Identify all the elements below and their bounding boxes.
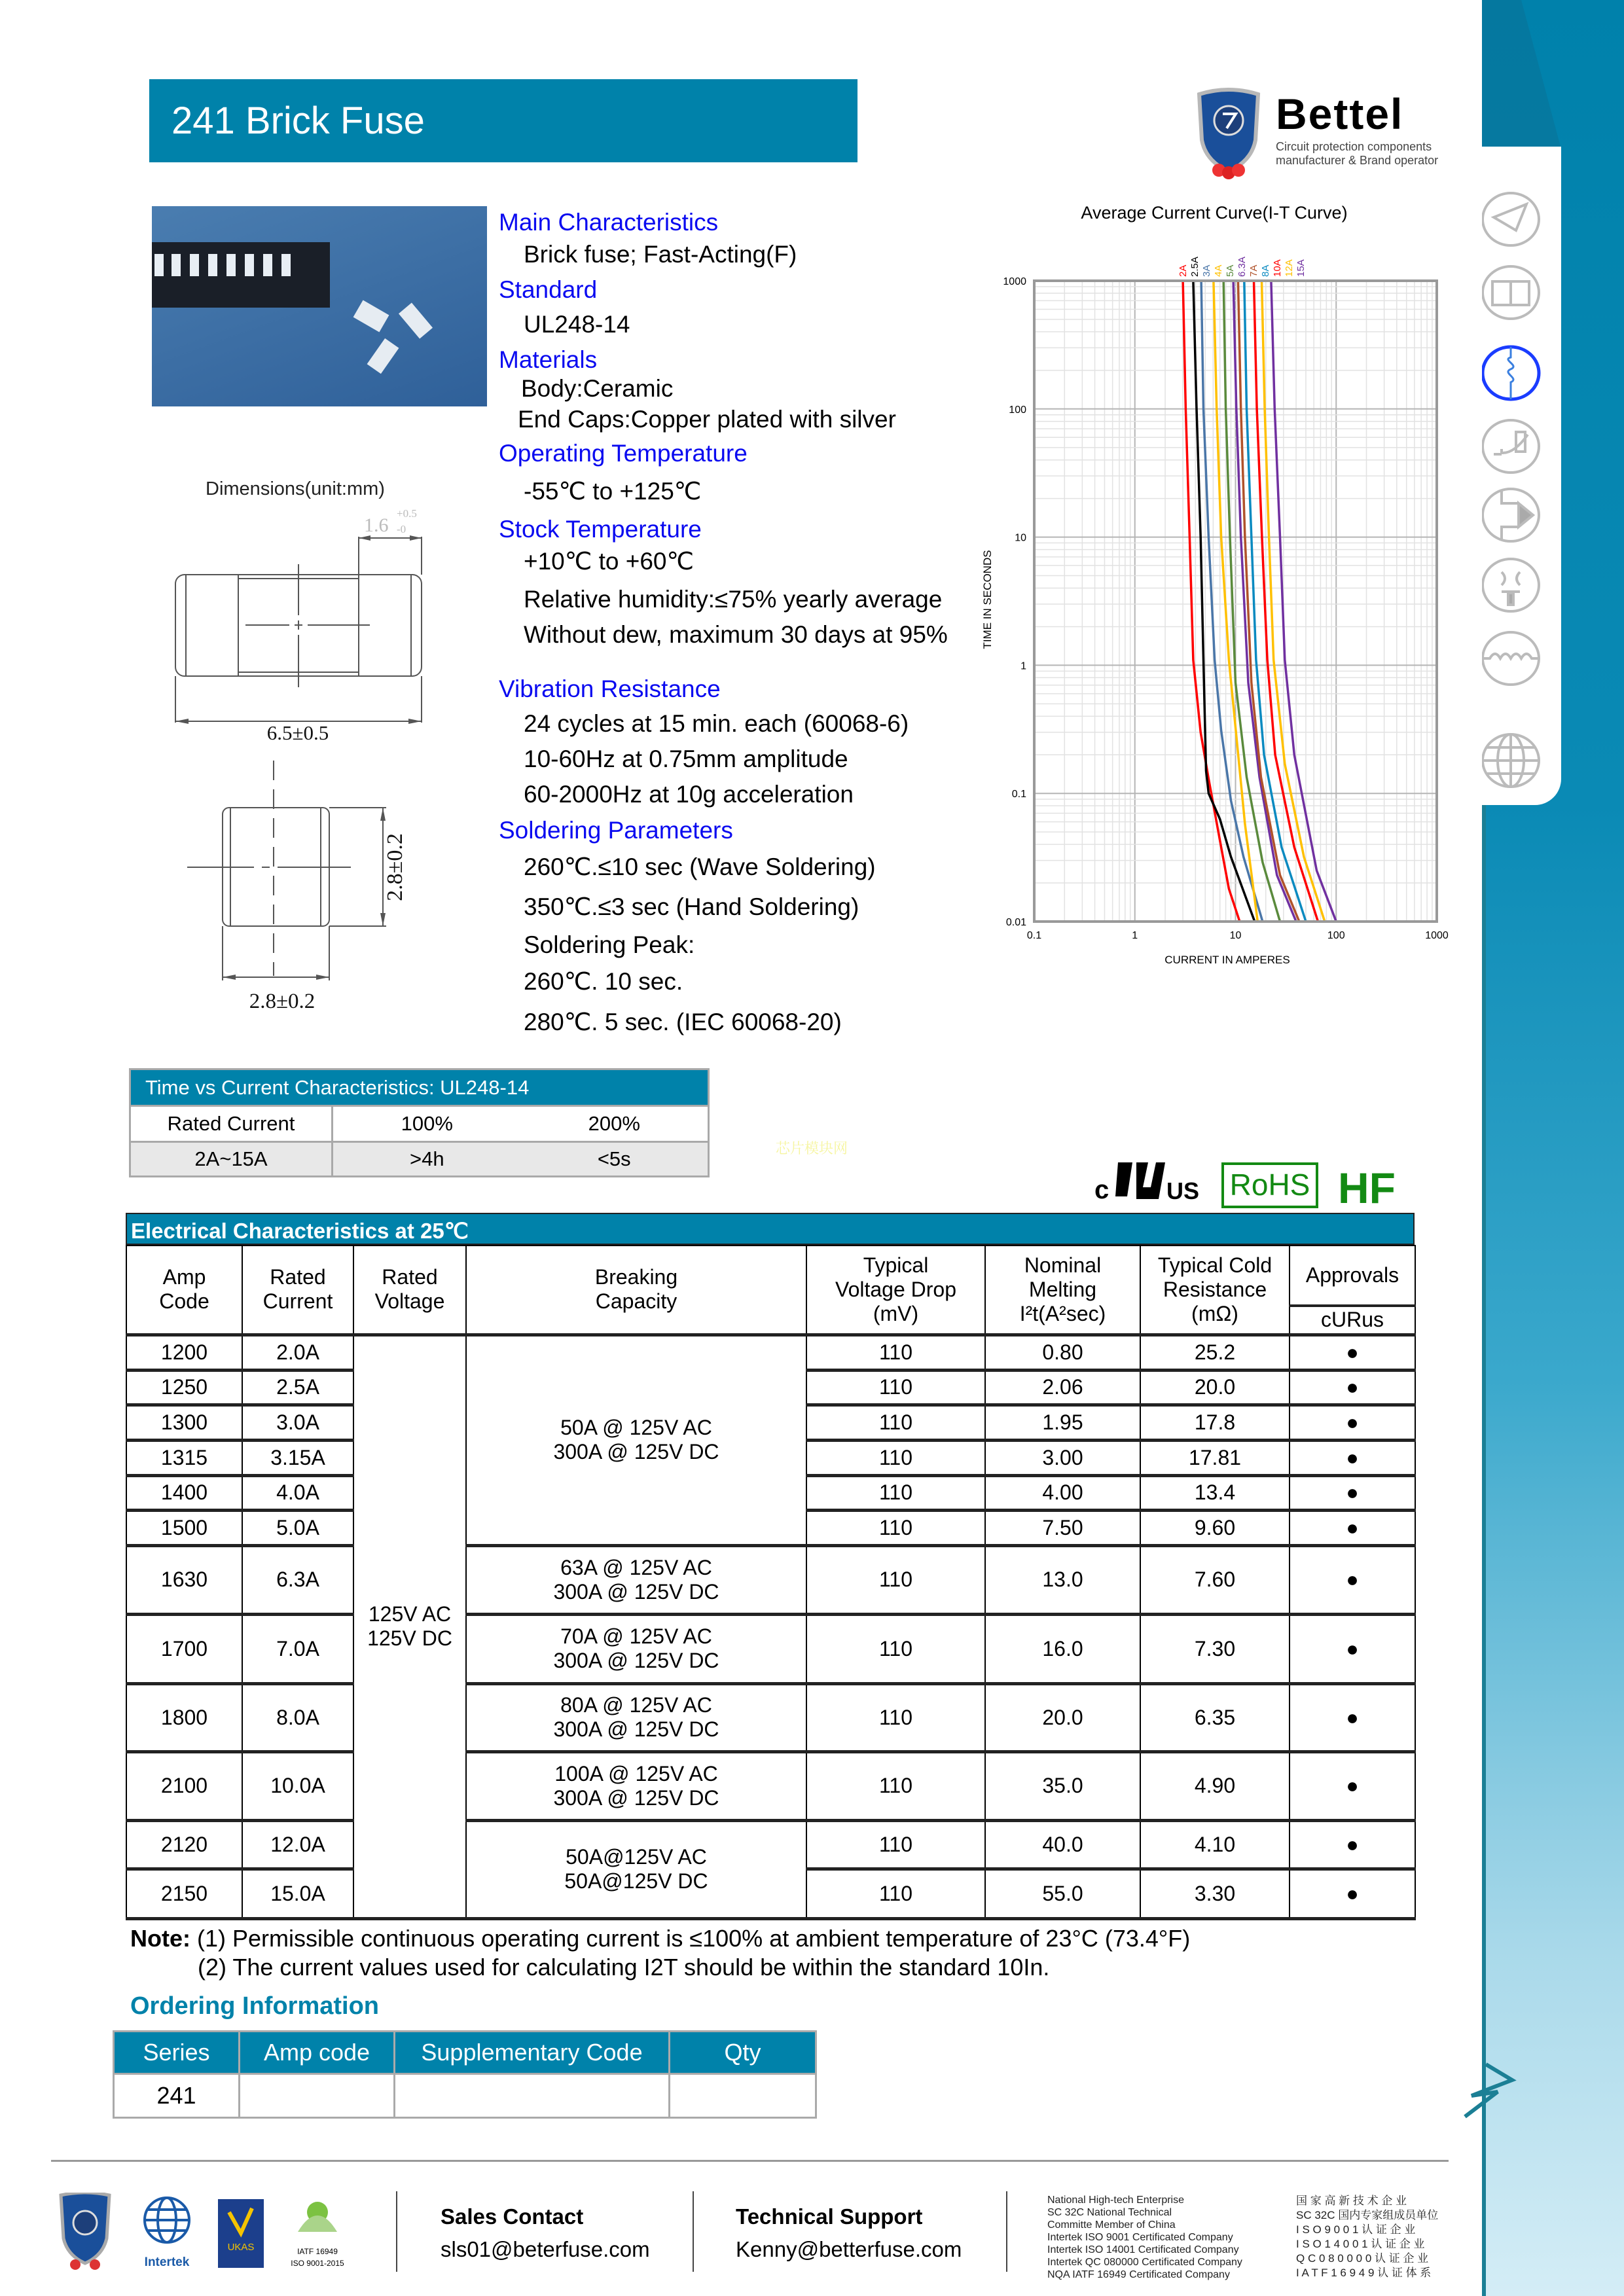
spec-end-caps: End Caps:Copper plated with silver bbox=[518, 406, 896, 433]
header-rated-voltage: Rated Voltage bbox=[353, 1246, 466, 1335]
y-tick-label: 0.01 bbox=[1005, 917, 1026, 928]
pencil-icon[interactable] bbox=[1483, 193, 1539, 245]
rohs-badge: RoHS bbox=[1221, 1162, 1318, 1208]
approval-mark: ● bbox=[1290, 1751, 1415, 1820]
y-axis-label: TIME IN SECONDS bbox=[981, 550, 994, 649]
rated-current: 2.5A bbox=[242, 1370, 353, 1405]
iso-text: ISO 9001-2015 bbox=[291, 2259, 344, 2268]
spec-body: Body:Ceramic bbox=[521, 375, 674, 402]
amp-code: 1315 bbox=[126, 1440, 242, 1475]
x-tick-label: 10 bbox=[1229, 930, 1242, 941]
amp-code: 1800 bbox=[126, 1683, 242, 1751]
note-line-1 bbox=[130, 1926, 1190, 1952]
melting-i2t: 16.0 bbox=[985, 1614, 1140, 1683]
curve-label: 15A bbox=[1295, 259, 1307, 277]
curve-label: 10A bbox=[1272, 259, 1284, 277]
rated-current: 7.0A bbox=[242, 1614, 353, 1683]
book-icon[interactable] bbox=[1483, 266, 1539, 319]
amp-code: 2100 bbox=[126, 1751, 242, 1820]
footer-cert-logos bbox=[56, 2193, 363, 2274]
curve-label: 5A bbox=[1225, 264, 1236, 277]
order-header-amp: Amp code bbox=[240, 2032, 395, 2074]
cold-resistance: 3.30 bbox=[1140, 1869, 1290, 1918]
rated-current: 8.0A bbox=[242, 1683, 353, 1751]
header-curus: cURus bbox=[1290, 1306, 1415, 1335]
header-vdrop: Typical Voltage Drop (mV) bbox=[806, 1246, 985, 1335]
watermark: 芯片模块网 bbox=[776, 1140, 848, 1157]
approval-mark: ● bbox=[1290, 1405, 1415, 1440]
voltage-drop: 110 bbox=[806, 1510, 985, 1545]
order-qty[interactable] bbox=[670, 2074, 816, 2118]
amp-code: 1700 bbox=[126, 1614, 242, 1683]
note-2: (2) The current values used for calculating I2T should be within the standard 10In. bbox=[198, 1954, 1050, 1981]
x-tick-label: 1 bbox=[1132, 930, 1138, 941]
curve-label: 8A bbox=[1260, 264, 1272, 277]
spec-soldering-3: Soldering Peak: bbox=[524, 931, 695, 958]
melting-i2t: 20.0 bbox=[985, 1683, 1140, 1751]
rated-current: 4.0A bbox=[242, 1475, 353, 1510]
y-tick-label: 100 bbox=[1009, 404, 1026, 416]
cold-resistance: 4.90 bbox=[1140, 1751, 1290, 1820]
chart-curves bbox=[1183, 281, 1336, 922]
lightning-icon bbox=[1460, 2062, 1525, 2121]
cold-resistance: 25.2 bbox=[1140, 1335, 1290, 1370]
cert-line: I S O 9 0 0 1 认 证 企 业 bbox=[1296, 2223, 1416, 2236]
rated-current: 3.0A bbox=[242, 1405, 353, 1440]
y-tick-label: 10 bbox=[1015, 532, 1026, 544]
intertek-globe-icon bbox=[145, 2198, 189, 2242]
curve-label: 12A bbox=[1284, 259, 1295, 277]
y-tick-label: 0.1 bbox=[1011, 789, 1026, 800]
spec-vibration-3: 60-2000Hz at 10g acceleration bbox=[524, 781, 854, 808]
curve-label: 7A bbox=[1248, 264, 1260, 277]
cert-list-en bbox=[1047, 2194, 1242, 2281]
header-amp-code: Amp Code bbox=[126, 1246, 242, 1335]
ul-logo-icon bbox=[1110, 1158, 1166, 1204]
voltage-drop: 110 bbox=[806, 1405, 985, 1440]
cold-resistance: 17.8 bbox=[1140, 1405, 1290, 1440]
amp-code: 1250 bbox=[126, 1370, 242, 1405]
spec-vibration-1: 24 cycles at 15 min. each (60068-6) bbox=[524, 710, 909, 737]
spec-standard: UL248-14 bbox=[524, 311, 630, 338]
rated-current: 5.0A bbox=[242, 1510, 353, 1545]
melting-i2t: 0.80 bbox=[985, 1335, 1140, 1370]
cert-line: Q C 0 8 0 0 0 0 认 证 企 业 bbox=[1296, 2252, 1429, 2265]
band-shade bbox=[1482, 0, 1624, 151]
melting-i2t: 3.00 bbox=[985, 1440, 1140, 1475]
order-supp-code[interactable] bbox=[395, 2074, 670, 2118]
voltage-drop: 110 bbox=[806, 1370, 985, 1405]
height-label: 2.8±0.2 bbox=[383, 833, 407, 901]
brand-logo bbox=[1193, 88, 1468, 179]
heading-soldering: Soldering Parameters bbox=[499, 817, 733, 844]
thermistor-icon[interactable] bbox=[1483, 420, 1539, 473]
time-current-title: Time vs Current Characteristics: UL248-14 bbox=[130, 1069, 709, 1106]
brand-name: Bettel bbox=[1276, 90, 1404, 138]
header-approvals: Approvals bbox=[1290, 1246, 1415, 1306]
breaking-capacity: 80A @ 125V AC 300A @ 125V DC bbox=[466, 1683, 806, 1751]
cert-line: SC 32C National Technical bbox=[1047, 2207, 1172, 2218]
rated-current: 6.3A bbox=[242, 1545, 353, 1614]
certification-marks bbox=[1094, 1156, 1396, 1212]
cert-line: I A T F 1 6 9 4 9 认 证 体 系 bbox=[1296, 2267, 1432, 2279]
amp-code: 2120 bbox=[126, 1820, 242, 1869]
heading-materials: Materials bbox=[499, 346, 598, 373]
cap-tol-minus: -0 bbox=[397, 523, 406, 535]
spec-stock-temp: +10℃ to +60℃ bbox=[524, 548, 695, 575]
approval-mark: ● bbox=[1290, 1820, 1415, 1869]
time-current-table bbox=[129, 1068, 710, 1177]
chart-title: Average Current Curve(I-T Curve) bbox=[1081, 203, 1348, 223]
x-tick-label: 100 bbox=[1327, 930, 1345, 941]
page-title: 241 Brick Fuse bbox=[171, 99, 425, 142]
electrical-title: Electrical Characteristics at 25℃ bbox=[131, 1219, 469, 1243]
cert-line: Intertek QC 080000 Certificated Company bbox=[1047, 2257, 1242, 2268]
cold-resistance: 17.81 bbox=[1140, 1440, 1290, 1475]
cap-tol-plus: +0.5 bbox=[397, 507, 417, 520]
melting-i2t: 7.50 bbox=[985, 1510, 1140, 1545]
ordering-title: Ordering Information bbox=[130, 1992, 379, 2020]
rated-current: 12.0A bbox=[242, 1820, 353, 1869]
table-row bbox=[126, 1820, 1415, 1869]
heading-stock-temp: Stock Temperature bbox=[499, 516, 702, 543]
footer-separator bbox=[396, 2191, 397, 2272]
table-row bbox=[126, 1751, 1415, 1820]
ul-c-mark: c bbox=[1094, 1175, 1110, 1204]
cold-resistance: 7.60 bbox=[1140, 1545, 1290, 1614]
melting-i2t: 55.0 bbox=[985, 1869, 1140, 1918]
voltage-drop: 110 bbox=[806, 1440, 985, 1475]
amp-code: 1630 bbox=[126, 1545, 242, 1614]
approval-mark: ● bbox=[1290, 1440, 1415, 1475]
breaking-capacity: 70A @ 125V AC 300A @ 125V DC bbox=[466, 1614, 806, 1683]
order-amp-code[interactable] bbox=[240, 2074, 395, 2118]
spec-soldering-5: 280℃. 5 sec. (IEC 60068-20) bbox=[524, 1009, 842, 1035]
wave-icon[interactable] bbox=[1483, 632, 1539, 685]
tech-support-label: Technical Support bbox=[736, 2204, 923, 2229]
intertek-text: Intertek bbox=[144, 2255, 190, 2269]
cert-line: 国 家 高 新 技 术 企 业 bbox=[1296, 2195, 1407, 2207]
voltage-drop: 110 bbox=[806, 1751, 985, 1820]
x-tick-label: 1000 bbox=[1425, 930, 1449, 941]
y-tick-label: 1 bbox=[1020, 660, 1026, 672]
curve-label: 4A bbox=[1213, 264, 1225, 277]
cert-line: National High-tech Enterprise bbox=[1047, 2195, 1184, 2206]
order-header-qty: Qty bbox=[670, 2032, 816, 2074]
order-series: 241 bbox=[114, 2074, 240, 2118]
amp-code: 1500 bbox=[126, 1510, 242, 1545]
header-resistance: Typical Cold Resistance (mΩ) bbox=[1140, 1246, 1290, 1335]
heading-vibration: Vibration Resistance bbox=[499, 675, 721, 702]
spec-vibration-2: 10-60Hz at 0.75mm amplitude bbox=[524, 745, 848, 772]
tc-rated-range: 2A~15A bbox=[130, 1142, 333, 1177]
iatf-text: IATF 16949 bbox=[297, 2247, 338, 2256]
table-row bbox=[126, 1545, 1415, 1614]
header-i2t: Nominal Melting I²t(A²sec) bbox=[985, 1246, 1140, 1335]
voltage-drop: 110 bbox=[806, 1614, 985, 1683]
amp-code: 2150 bbox=[126, 1869, 242, 1918]
approval-mark: ● bbox=[1290, 1869, 1415, 1918]
approval-mark: ● bbox=[1290, 1370, 1415, 1405]
tc-100-value: >4h bbox=[333, 1142, 521, 1177]
melting-i2t: 1.95 bbox=[985, 1405, 1140, 1440]
melting-i2t: 35.0 bbox=[985, 1751, 1140, 1820]
curve-label: 3A bbox=[1201, 264, 1213, 277]
table-row bbox=[126, 1614, 1415, 1683]
tc-header-200: 200% bbox=[521, 1106, 709, 1142]
note-label: Note: bbox=[130, 1925, 190, 1952]
bettel-shield-icon bbox=[61, 2193, 109, 2270]
electrical-table bbox=[126, 1245, 1416, 1920]
x-tick-label: 0.1 bbox=[1026, 930, 1042, 941]
lamp-icon[interactable] bbox=[1483, 559, 1539, 611]
header-rated-current: Rated Current bbox=[242, 1246, 353, 1335]
support-email-link[interactable]: Kenny@betterfuse.com bbox=[736, 2237, 962, 2261]
cold-resistance: 13.4 bbox=[1140, 1475, 1290, 1510]
rated-current: 10.0A bbox=[242, 1751, 353, 1820]
curve-label: 6.3A bbox=[1236, 257, 1248, 277]
table-row bbox=[126, 1683, 1415, 1751]
melting-i2t: 4.00 bbox=[985, 1475, 1140, 1510]
approval-mark: ● bbox=[1290, 1335, 1415, 1370]
spec-soldering-1: 260℃.≤10 sec (Wave Soldering) bbox=[524, 853, 876, 880]
cert-line: NQA IATF 16949 Certificated Company bbox=[1047, 2269, 1230, 2280]
cert-line: SC 32C 国内专家组成员单位 bbox=[1296, 2209, 1439, 2221]
breaking-capacity: 100A @ 125V AC 300A @ 125V DC bbox=[466, 1751, 806, 1820]
shield-logo-icon bbox=[1193, 88, 1265, 179]
melting-i2t: 13.0 bbox=[985, 1545, 1140, 1614]
globe-icon[interactable] bbox=[1483, 734, 1539, 787]
sales-contact-label: Sales Contact bbox=[441, 2204, 584, 2229]
melting-i2t: 2.06 bbox=[985, 1370, 1140, 1405]
approval-mark: ● bbox=[1290, 1614, 1415, 1683]
cert-line: Committe Member of China bbox=[1047, 2219, 1176, 2231]
spec-humidity: Relative humidity:≤75% yearly average bbox=[524, 586, 943, 613]
brand-tagline-2: manufacturer & Brand operator bbox=[1276, 154, 1439, 167]
electrical-title-bar bbox=[126, 1213, 1415, 1245]
width-label: 2.8±0.2 bbox=[249, 990, 316, 1013]
footer-divider bbox=[51, 2160, 1449, 2162]
rated-current: 15.0A bbox=[242, 1869, 353, 1918]
rated-voltage: 125V AC 125V DC bbox=[353, 1335, 466, 1918]
table-row bbox=[126, 1335, 1415, 1370]
footer-separator bbox=[693, 2191, 694, 2272]
dimensions-title: Dimensions(unit:mm) bbox=[206, 478, 385, 499]
cert-line: Intertek ISO 14001 Certificated Company bbox=[1047, 2244, 1239, 2255]
voltage-drop: 110 bbox=[806, 1820, 985, 1869]
heading-operating-temp: Operating Temperature bbox=[499, 440, 748, 467]
note-1: (1) Permissible continuous operating current is ≤100% at ambient temperature of 23°C (73.4°F) bbox=[197, 1925, 1191, 1952]
side-nav-icons bbox=[1482, 147, 1561, 805]
amp-code: 1400 bbox=[126, 1475, 242, 1510]
order-header-series: Series bbox=[114, 2032, 240, 2074]
cold-resistance: 7.30 bbox=[1140, 1614, 1290, 1683]
ukas-text: UKAS bbox=[227, 2242, 255, 2253]
brand-tagline-1: Circuit protection components bbox=[1276, 140, 1432, 153]
amp-code: 1300 bbox=[126, 1405, 242, 1440]
cold-resistance: 20.0 bbox=[1140, 1370, 1290, 1405]
cert-list-cn bbox=[1296, 2194, 1438, 2280]
cold-resistance: 6.35 bbox=[1140, 1683, 1290, 1751]
hf-badge: HF bbox=[1338, 1164, 1396, 1212]
tc-header-rated: Rated Current bbox=[130, 1106, 333, 1142]
heading-standard: Standard bbox=[499, 276, 598, 303]
spec-operating-temp: -55℃ to +125℃ bbox=[524, 478, 702, 505]
dimension-drawing bbox=[0, 0, 471, 1021]
approval-mark: ● bbox=[1290, 1545, 1415, 1614]
spec-fuse-type: Brick fuse; Fast-Acting(F) bbox=[524, 241, 797, 268]
curve-label: 2.5A bbox=[1189, 257, 1201, 277]
fuse-icon[interactable] bbox=[1483, 347, 1539, 399]
length-label: 6.5±0.5 bbox=[266, 721, 329, 744]
breaking-capacity: 50A @ 125V AC 300A @ 125V DC bbox=[466, 1335, 806, 1545]
diode-icon[interactable] bbox=[1483, 489, 1539, 541]
breaking-capacity: 50A@125V AC 50A@125V DC bbox=[466, 1820, 806, 1918]
cold-resistance: 4.10 bbox=[1140, 1820, 1290, 1869]
rated-current: 3.15A bbox=[242, 1440, 353, 1475]
voltage-drop: 110 bbox=[806, 1869, 985, 1918]
spec-soldering-4: 260℃. 10 sec. bbox=[524, 968, 683, 995]
cert-line: I S O 1 4 0 0 1 认 证 企 业 bbox=[1296, 2238, 1425, 2250]
it-curve-chart bbox=[969, 183, 1466, 982]
voltage-drop: 110 bbox=[806, 1335, 985, 1370]
heading-main-characteristics: Main Characteristics bbox=[499, 209, 719, 236]
spec-soldering-2: 350℃.≤3 sec (Hand Soldering) bbox=[524, 893, 859, 920]
tc-200-value: <5s bbox=[521, 1142, 709, 1177]
x-axis-label: CURRENT IN AMPERES bbox=[1164, 954, 1290, 966]
cap-length-label: 1.6 bbox=[364, 514, 389, 536]
cert-line: Intertek ISO 9001 Certificated Company bbox=[1047, 2232, 1233, 2243]
breaking-capacity: 63A @ 125V AC 300A @ 125V DC bbox=[466, 1545, 806, 1614]
amp-code: 1200 bbox=[126, 1335, 242, 1370]
cold-resistance: 9.60 bbox=[1140, 1510, 1290, 1545]
sales-email-link[interactable]: sls01@beterfuse.com bbox=[441, 2237, 650, 2261]
tc-header-100: 100% bbox=[333, 1106, 521, 1142]
order-header-supp: Supplementary Code bbox=[395, 2032, 670, 2074]
curve-label: 2A bbox=[1178, 264, 1189, 277]
approval-mark: ● bbox=[1290, 1475, 1415, 1510]
voltage-drop: 110 bbox=[806, 1545, 985, 1614]
approval-mark: ● bbox=[1290, 1510, 1415, 1545]
ul-us-mark: US bbox=[1166, 1177, 1200, 1204]
voltage-drop: 110 bbox=[806, 1475, 985, 1510]
y-tick-label: 1000 bbox=[1003, 276, 1026, 287]
ordering-table bbox=[113, 2030, 817, 2119]
voltage-drop: 110 bbox=[806, 1683, 985, 1751]
header-breaking: Breaking Capacity bbox=[466, 1246, 806, 1335]
iatf-logo-icon bbox=[298, 2202, 337, 2232]
footer-separator bbox=[1006, 2191, 1007, 2272]
approval-mark: ● bbox=[1290, 1683, 1415, 1751]
spec-dew: Without dew, maximum 30 days at 95% bbox=[524, 621, 948, 648]
melting-i2t: 40.0 bbox=[985, 1820, 1140, 1869]
rated-current: 2.0A bbox=[242, 1335, 353, 1370]
